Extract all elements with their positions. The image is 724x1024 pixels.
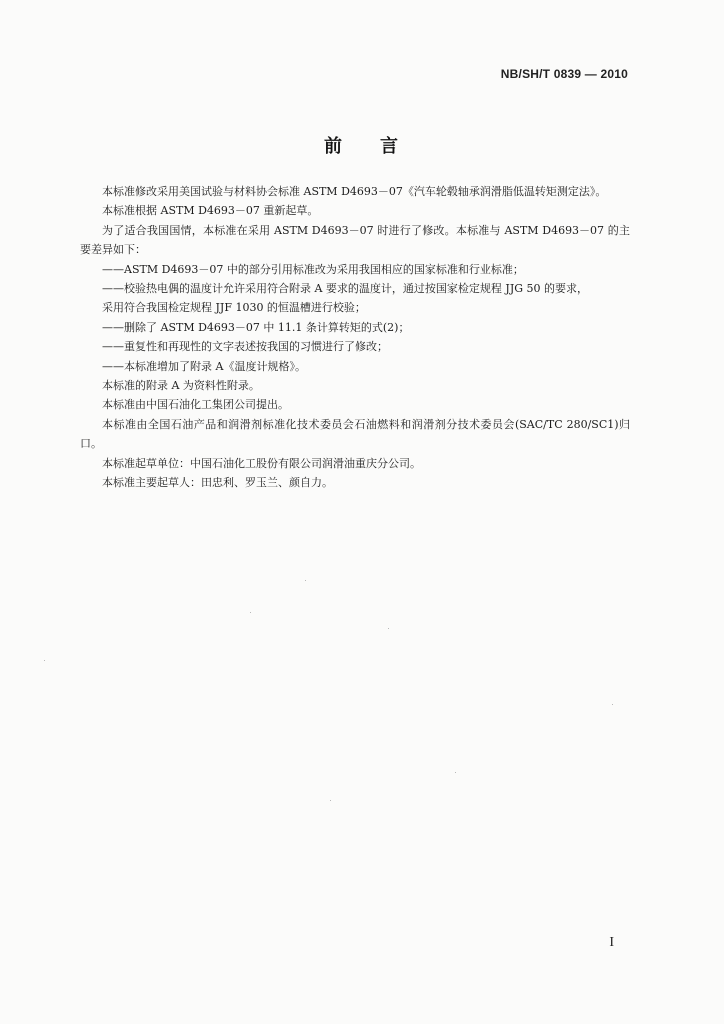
scan-speck <box>612 704 613 705</box>
paragraph: ——校验热电偶的温度计允许采用符合附录 A 要求的温度计，通过按国家检定规程 JJG 50 的要求， <box>102 282 589 296</box>
scan-speck <box>388 628 389 629</box>
paragraph: 本标准起草单位：中国石油化工股份有限公司润滑油重庆分公司。 <box>102 456 421 470</box>
scan-speck <box>44 660 45 661</box>
paragraph: 采用符合我国检定规程 JJF 1030 的恒温槽进行校验； <box>102 301 366 315</box>
page-number: I <box>609 935 614 950</box>
paragraph: ——本标准增加了附录 A《温度计规格》。 <box>102 359 306 373</box>
paragraph: 本标准由全国石油产品和润滑剂标准化技术委员会石油燃料和润滑剂分技术委员会(SAC/TC 280/SC1)归口。 <box>80 417 630 451</box>
foreword-body <box>80 182 630 493</box>
paragraph: ——重复性和再现性的文字表述按我国的习惯进行了修改； <box>102 340 388 354</box>
paragraph: ——ASTM D4693－07 中的部分引用标准改为采用我国相应的国家标准和行业标准； <box>102 262 524 276</box>
scan-speck <box>455 772 456 773</box>
paragraph: 本标准根据 ASTM D4693－07 重新起草。 <box>102 204 319 218</box>
paragraph: 本标准的附录 A 为资料性附录。 <box>102 379 260 393</box>
title-char-2: 言 <box>380 136 400 157</box>
paragraph: 本标准主要起草人：田忠利、罗玉兰、颜自力。 <box>102 476 333 490</box>
title-char-1: 前 <box>324 136 344 157</box>
paragraph: 本标准由中国石油化工集团公司提出。 <box>102 398 289 412</box>
paragraph: ——删除了 ASTM D4693－07 中 11.1 条计算转矩的式(2)； <box>102 320 410 334</box>
scan-speck <box>305 580 306 581</box>
page-title <box>0 132 724 158</box>
paragraph: 为了适合我国国情，本标准在采用 ASTM D4693－07 时进行了修改。本标准与 ASTM D4693－07 的主要差异如下： <box>80 223 630 257</box>
scan-speck <box>250 612 251 613</box>
standard-code-header: NB/SH/T 0839 — 2010 <box>500 67 628 81</box>
paragraph: 本标准修改采用美国试验与材料协会标准 ASTM D4693－07《汽车轮毂轴承润滑脂低温转矩测定法》。 <box>102 185 607 198</box>
scan-speck <box>330 800 331 801</box>
